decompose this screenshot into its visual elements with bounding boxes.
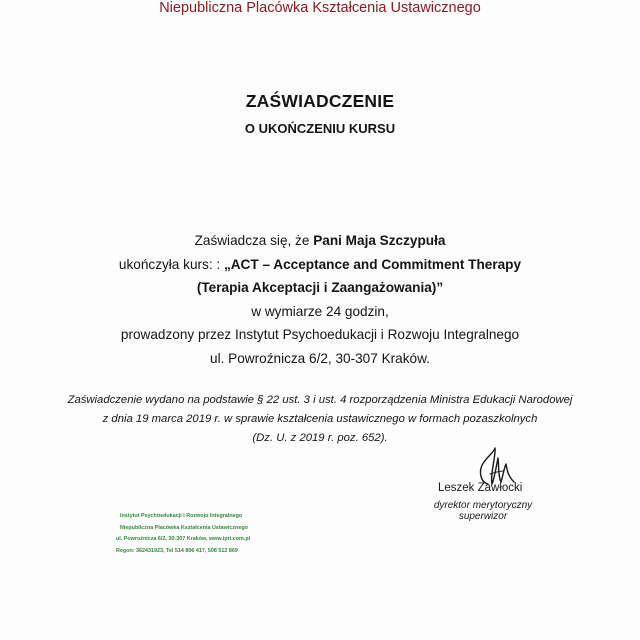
legal-basis bbox=[0, 391, 640, 448]
stamp-line: Regon: 362431923, Tel 514 806 417, 508 512 869 bbox=[116, 547, 238, 554]
stamp-line: ul. Powroźnicza 6/2, 30-307 Kraków, www.ipri.com.pl bbox=[116, 536, 251, 542]
certificate-title: ZAŚWIADCZENIE bbox=[245, 91, 395, 111]
attestation-line bbox=[0, 229, 640, 253]
course-organizer: prowadzony przez Instytut Psychoedukacji i Rozwoju Integralnego bbox=[120, 327, 520, 342]
signer-role-line2: superwizor bbox=[458, 511, 508, 522]
institution-stamp bbox=[116, 511, 266, 557]
course-title-line1: „ACT – Acceptance and Commitment Therapy bbox=[223, 256, 522, 272]
certificate-subtitle: O UKOŃCZENIU KURSU bbox=[244, 121, 396, 136]
signer-role bbox=[428, 500, 538, 522]
attestation-prefix: Zaświadcza się, że bbox=[194, 233, 314, 248]
certificate-body bbox=[0, 229, 640, 370]
course-prefix: ukończyła kurs: : bbox=[118, 256, 224, 272]
course-duration: w wymiarze 24 godzin, bbox=[251, 303, 389, 319]
stamp-line: Niepubliczna Placówka Kształcenia Ustawicznego bbox=[120, 524, 248, 531]
legal-basis-line: z dnia 19 marca 2019 r. w sprawie kształcenia ustawicznego w formach pozaszkolnych bbox=[102, 413, 538, 425]
legal-basis-line: Zaświadczenie wydano na podstawie § 22 ust. 3 i ust. 4 rozporządzenia Ministra Edukacji Narodowej bbox=[67, 394, 573, 406]
organizer-address: ul. Powroźnicza 6/2, 30-307 Kraków. bbox=[210, 350, 430, 366]
course-title-line2-wrap bbox=[0, 276, 640, 300]
legal-basis-line: (Dz. U. z 2019 r. poz. 652). bbox=[252, 432, 388, 444]
signer-name: Leszek Zawłocki bbox=[438, 482, 523, 494]
participant-name: Pani Maja Szczypuła bbox=[313, 233, 446, 248]
course-line bbox=[0, 253, 640, 277]
course-title-line2: (Terapia Akceptacji i Zaangażowania)” bbox=[196, 280, 444, 295]
stamp-line: Instytut Psychoedukacji i Rozwoju Integralnego bbox=[120, 513, 243, 519]
header-organization: Niepubliczna Placówka Kształcenia Ustawicznego bbox=[159, 0, 481, 16]
signer-role-line1: dyrektor merytoryczny bbox=[433, 500, 533, 511]
